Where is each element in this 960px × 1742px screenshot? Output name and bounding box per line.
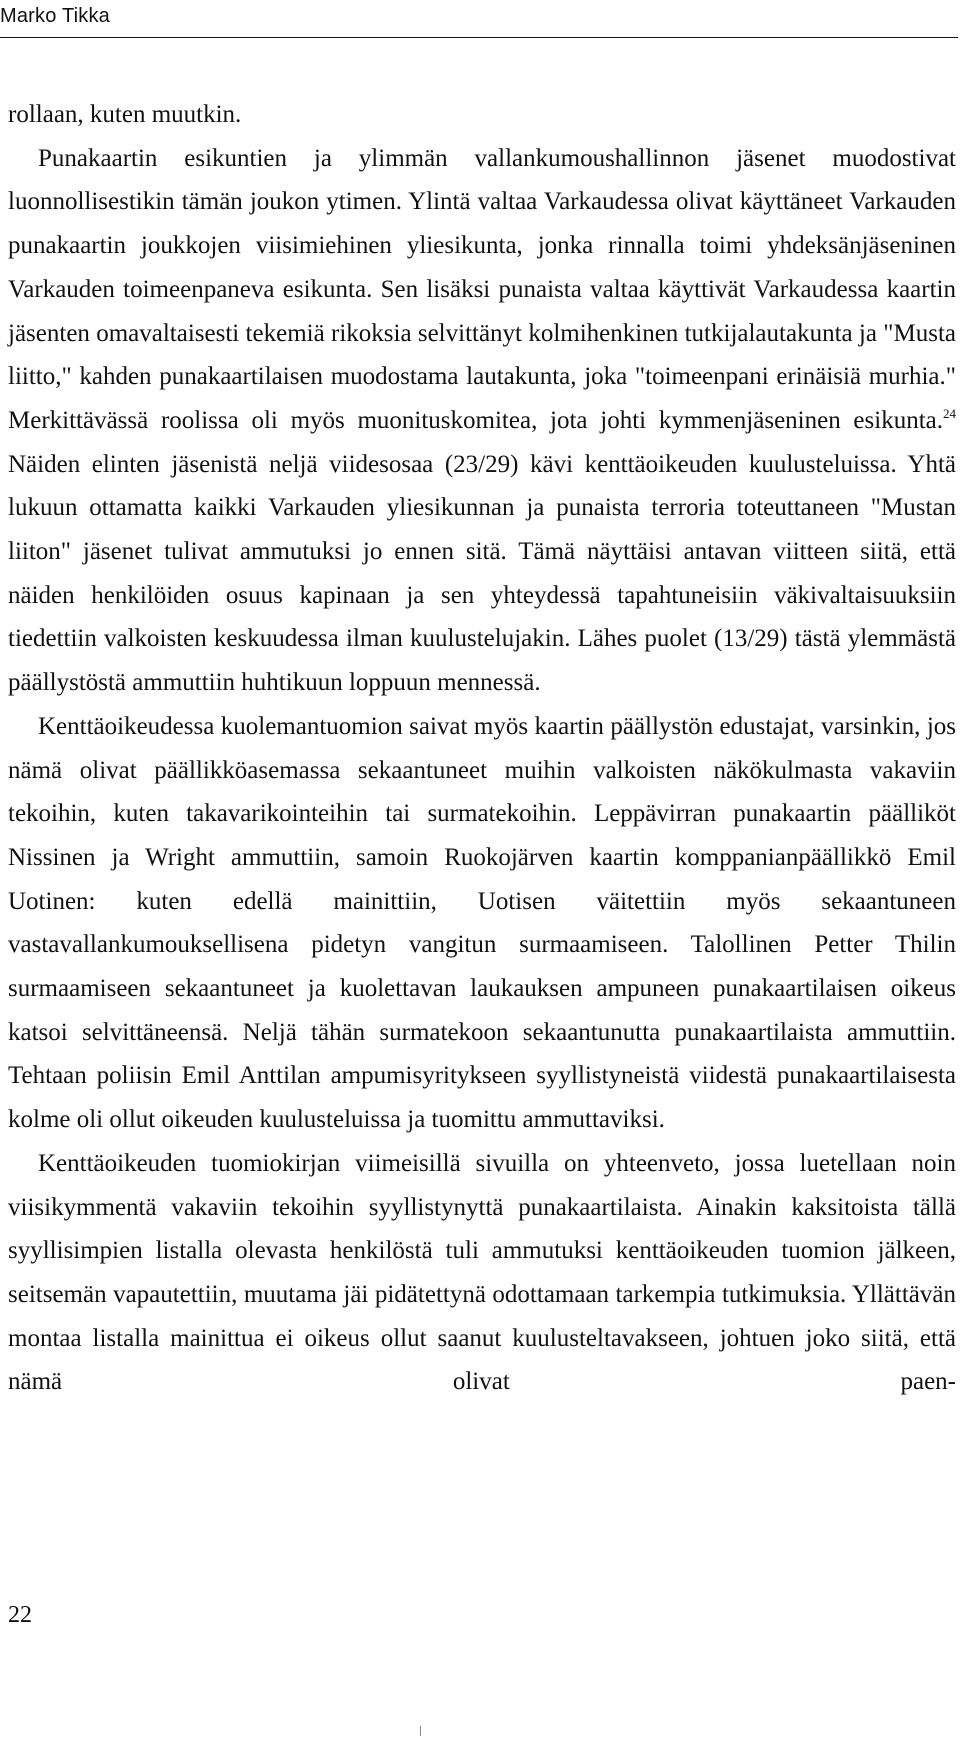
footnote-reference: 24 (943, 405, 956, 421)
paragraph-continued: rollaan, kuten muutkin. (8, 101, 242, 128)
paragraph-text-continued: Näiden elinten jäsenistä neljä viidesosaa (23/29) kävi kenttäoikeuden kuulusteluissa. Yhtä lukuun ottamatta kaikki Varkauden yliesikunnan ja punaista terroria toteuttaneen "Mustan liiton" jäsenet tulivat ammutuksi jo ennen sitä. Tämä näyttäisi antavan viitteen siitä, että näiden henkilöiden osuus kapinaan ja sen yhteydessä tapahtuneisiin väkivaltaisuuksiin tiedettiin valkoisten keskuudessa ilman kuulustelujakin. Lähes puolet (13/29) tästä ylemmästä päällystöstä ammuttiin huhtikuun loppuun mennessä. (8, 450, 956, 697)
page-number: 22 (8, 1602, 32, 1628)
paragraph-leadership (8, 137, 956, 705)
header-rule (0, 37, 958, 38)
paragraph-text: Punakaartin esikuntien ja ylimmän vallankumoushallinnon jäsenet muodostivat luonnollisestikin tämän joukon ytimen. Ylintä valtaa Varkaudessa olivat käyttäneet Varkauden punakaartin joukkojen viisimiehinen yliesikunta, jonka rinnalla toimi yhdeksänjäseninen Varkauden toimeenpaneva esikunta. Sen lisäksi punaista valtaa käyttivät Varkaudessa kaartin jäsenten omavaltaisesti tekemiä rikoksia selvittänyt kolmihenkinen tutkijalautakunta ja "Musta liitto," kahden punakaartilaisen muodostama lautakunta, joka "toimeenpani erinäisiä murhia." Merkittävässä roolissa oli myös muonituskomitea, jota johti kymmenjäseninen esikunta. (8, 144, 956, 434)
paragraph-court-martial: Kenttäoikeudessa kuolemantuomion saivat myös kaartin päällystön edustajat, varsinkin, jos nämä olivat päällikköasemassa sekaantuneet muihin valkoisten näkökulmasta vakaviin tekoihin, kuten takavarikointeihin tai surmatekoihin. Leppävirran punakaartin päälliköt Nissinen ja Wright ammuttiin, samoin Ruokojärven kaartin komppanianpäällikkö Emil Uotinen: kuten edellä mainittiin, Uotisen väitettiin myös sekaantuneen vastavallankumouksellisena pidetyn vangitun surmaamiseen. Talollinen Petter Thilin surmaamiseen sekaantuneet ja kuolettavan laukauksen ampuneen punakaartilaisen oikeus katsoi selvittäneensä. Neljä tähän surmatekoon sekaantunutta punakaartilaista ammuttiin. Tehtaan poliisin Emil Anttilan ampumisyritykseen syyllistyneistä viidestä punakaartilaisesta kolme oli ollut oikeuden kuulusteluissa ja tuomittu ammuttaviksi. (8, 712, 956, 1134)
running-head-author: Marko Tikka (0, 5, 111, 27)
scan-mark (420, 1726, 421, 1736)
body-text (8, 93, 956, 1404)
paragraph-summary: Kenttäoikeuden tuomiokirjan viimeisillä sivuilla on yhteenveto, jossa luetellaan noin viisikymmentä vakaviin tekoihin syyllistynyttä punakaartilaista. Ainakin kaksitoista tällä syyllisimpien listalla olevasta henkilöstä tuli ammutuksi kenttäoikeuden tuomion jälkeen, seitsemän vapautettiin, muutama jäi pidätettynä odottamaan tarkempia tutkimuksia. Yllättävän montaa listalla mainittua ei oikeus ollut saanut kuulusteltavakseen, johtuen joko siitä, että nämä olivat paen- (8, 1149, 956, 1396)
